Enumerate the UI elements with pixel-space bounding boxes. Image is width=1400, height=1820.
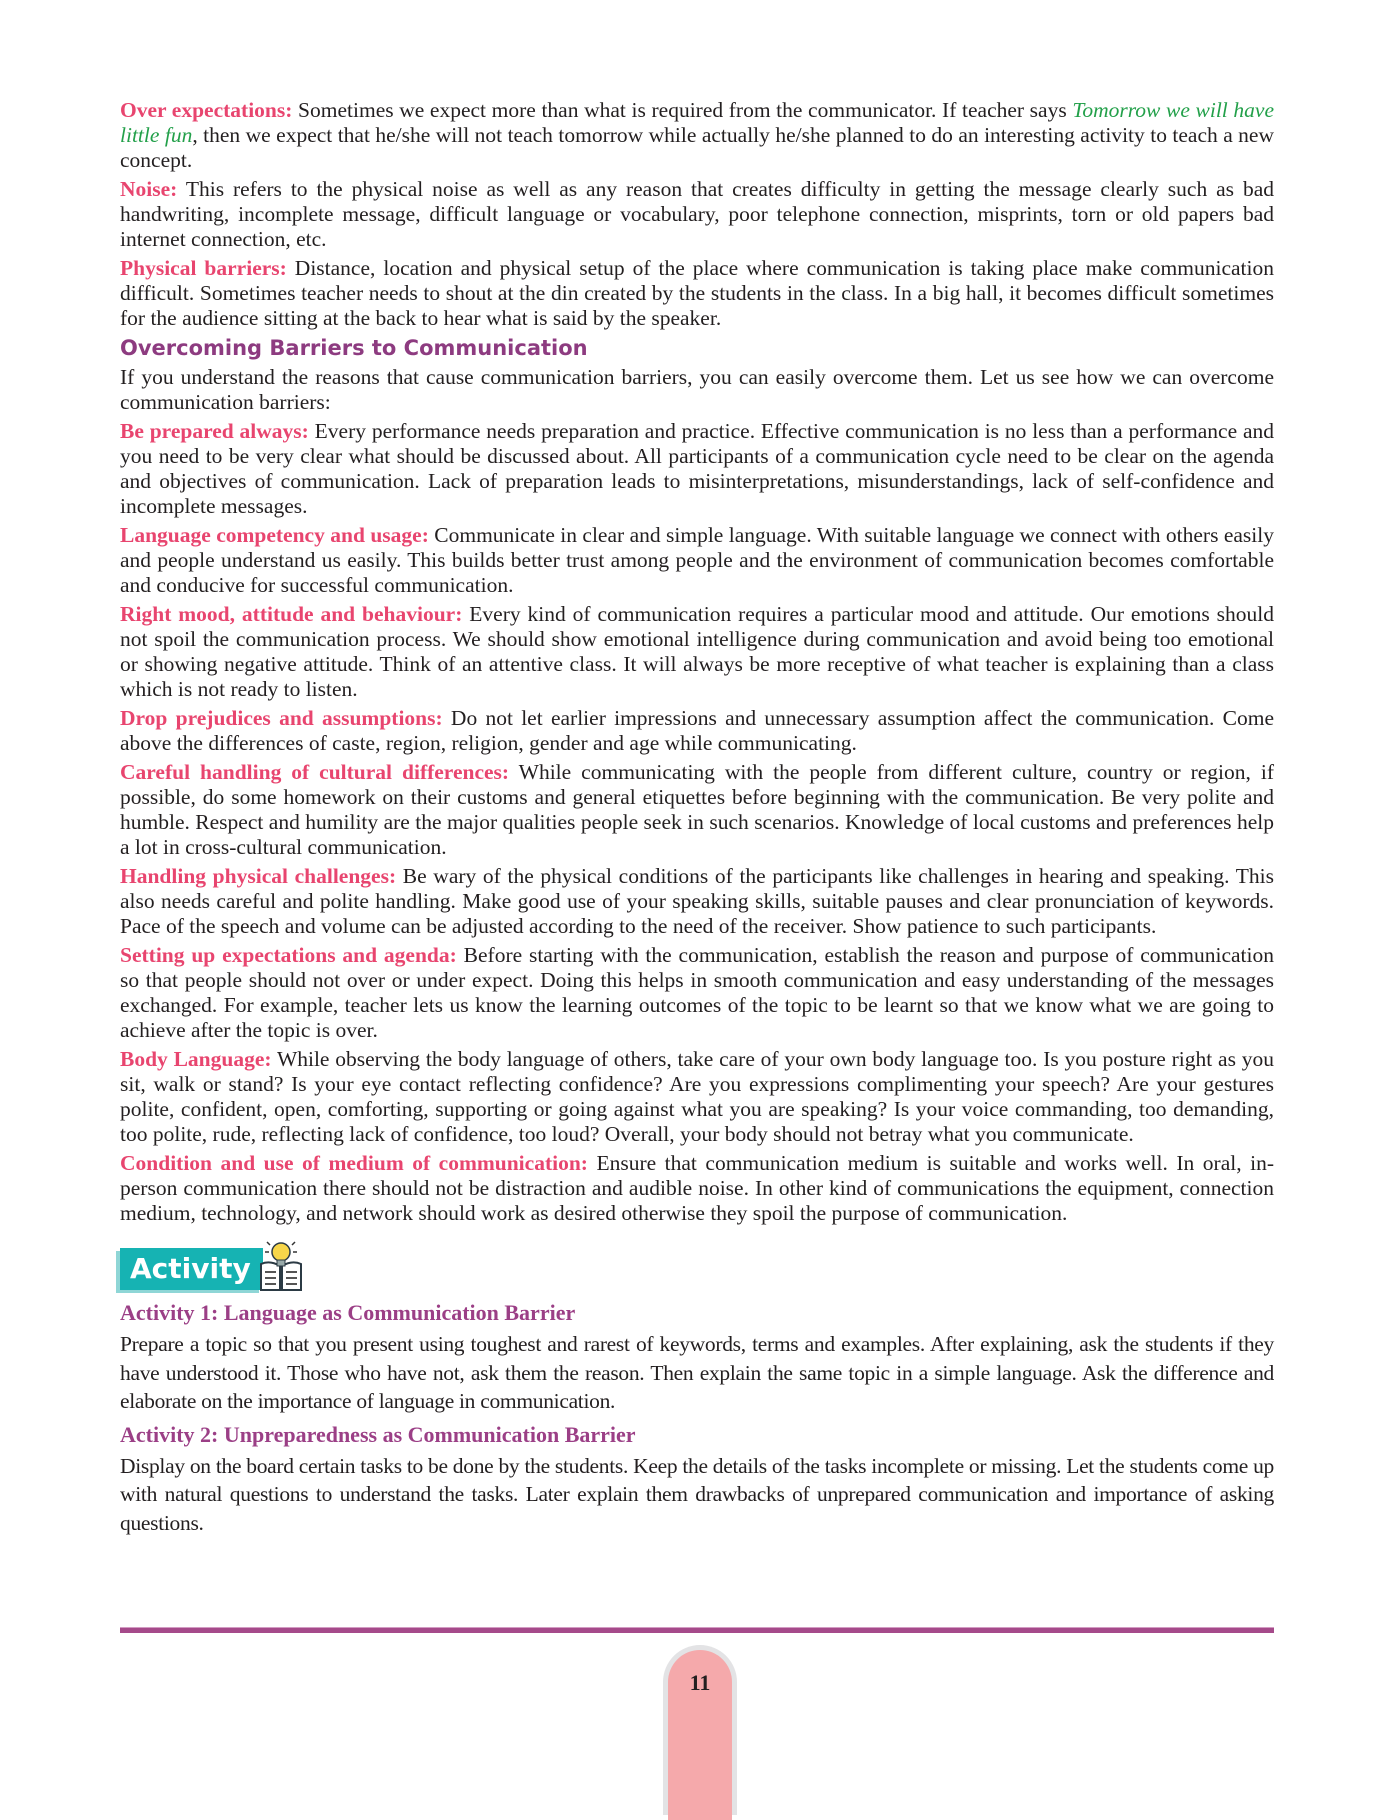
text: While observing the body language of others, take care of your own body language too. Is you posture right as you sit, walk or stand? Is your eye contact reflecting confidence? Are you expressions complimenting your speech? Are your gestures polite, confident, open, comforting, supporting or going against what you are speaking? Is your voice commanding, too demanding, too polite, rude, reflecting lack of confidence, too loud? Overall, your body should not betray what you communicate. [120, 1047, 1274, 1146]
term: Over expectations: [120, 98, 293, 122]
activity-1-title: Activity 1: Language as Communication Barrier [120, 1300, 576, 1325]
text: Every performance needs preparation and practice. Effective communication is no less than a performance and you need to be very clear what should be discussed about. All participants of a communication cycle need to be clear on the agenda and objectives of communication. Lack of preparation leads to misinterpretations, misunderstandings, lack of self-confidence and incomplete messages. [120, 419, 1274, 518]
term: Right mood, attitude and behaviour: [120, 602, 463, 626]
term: Condition and use of medium of communication: [120, 1151, 588, 1175]
text: Do not let earlier impressions and unnecessary assumption affect the communication. Come above the differences of caste, region, religion, gender and age while communicating. [120, 706, 1274, 755]
text: Communicate in clear and simple language. With suitable language we connect with others easily and people understand us easily. This builds better trust among people and the environment of communication becomes comfortable and conducive for successful communication. [120, 523, 1274, 597]
activities [120, 1300, 1274, 1537]
term: Be prepared always: [120, 419, 309, 443]
paragraph-noise [120, 177, 1274, 252]
term: Careful handling of cultural differences: [120, 760, 510, 784]
quote: Tomorrow we will have little fun [120, 98, 1274, 147]
tip-paragraph [120, 760, 1274, 860]
term: Body Language: [120, 1047, 272, 1071]
tip-paragraph [120, 864, 1274, 939]
text: , then we expect that he/she will not teach tomorrow while actually he/she planned to do an interesting activity to teach a new concept. [120, 123, 1275, 172]
page-number: 11 [689, 1670, 711, 1695]
activity-1-text: Prepare a topic so that you present using toughest and rarest of keywords, terms and examples. After explaining, ask the students if they have understood it. Those who have not, ask them the reason. Then explain the same topic in a simple language. Ask the difference and elaborate on the importance of language in communication. [120, 1332, 1274, 1413]
term: Handling physical challenges: [120, 864, 397, 888]
tip-paragraph [120, 1151, 1274, 1226]
section-heading: Overcoming Barriers to Communication [120, 336, 588, 360]
term: Drop prejudices and assumptions: [120, 706, 443, 730]
tip-paragraph [120, 523, 1274, 598]
tips-list [120, 419, 1274, 1226]
tip-paragraph [120, 419, 1274, 519]
tip-paragraph [120, 602, 1274, 702]
term: Noise: [120, 177, 178, 201]
tip-paragraph [120, 1047, 1274, 1147]
text: Before starting with the communication, establish the reason and purpose of communication so that people should not over or under expect. Doing this helps in smooth communication and easy understanding of the messages exchanged. For example, teacher lets us know the learning outcomes of the topic to be learnt so that we know what we are going to achieve after the topic is over. [120, 943, 1274, 1042]
activity-2-title: Activity 2: Unpreparedness as Communication Barrier [120, 1421, 636, 1447]
text: Every kind of communication requires a particular mood and attitude. Our emotions should not spoil the communication process. We should show emotional intelligence during communication and avoid being too emotional or showing negative attitude. Think of an attentive class. It will always be more receptive of what teacher is explaining than a class which is not ready to listen. [120, 602, 1274, 701]
term: Physical barriers: [120, 256, 287, 280]
text: Ensure that communication medium is suitable and works well. In oral, in-person communication there should not be distraction and audible noise. In other kind of communications the equipment, connection medium, technology, and network should work as desired otherwise they spoil the purpose of communication. [120, 1151, 1274, 1225]
text: Distance, location and physical setup of the place where communication is taking place make communication difficult. Sometimes teacher needs to shout at the din created by the students in the class. In a big hall, it becomes difficult sometimes for the audience sitting at the back to hear what is said by the speaker. [120, 256, 1274, 330]
book-lightbulb-icon [258, 1238, 304, 1294]
page-number-tab [663, 1645, 737, 1815]
activity-2-text: Display on the board certain tasks to be done by the students. Keep the details of the tasks incomplete or missing. Let the students come up with natural questions to understand the tasks. Later explain them drawbacks of unprepared communication and importance of asking questions. [120, 1453, 1274, 1535]
text: Be wary of the physical conditions of the participants like challenges in hearing and speaking. This also needs careful and polite handling. Make good use of your speaking skills, suitable pauses and clear pronunciation of keywords. Pace of the speech and volume can be adjusted according to the need of the receiver. Show patience to such participants. [120, 864, 1274, 938]
tip-paragraph [120, 943, 1274, 1043]
text: Sometimes we expect more than what is required from the communicator. If teacher says [292, 98, 1073, 122]
text: This refers to the physical noise as well as any reason that creates difficulty in getting the message clearly such as bad handwriting, incomplete message, difficult language or vocabulary, poor telephone connection, misprints, torn or old papers bad internet connection, etc. [120, 177, 1274, 251]
activity-banner [120, 1238, 1274, 1294]
page-content [120, 98, 1274, 1539]
paragraph-physical-barriers [120, 256, 1274, 331]
text: While communicating with the people from different culture, country or region, if possible, do some homework on their customs and general etiquettes before beginning with the communication. Be very polite and humble. Respect and humility are the major qualities people seek in such scenarios. Knowledge of local customs and preferences help a lot in cross-cultural communication. [120, 760, 1274, 859]
paragraph-over-expectations [120, 98, 1274, 173]
footer-rule [120, 1627, 1274, 1633]
activity-badge: Activity [120, 1248, 263, 1290]
term: Setting up expectations and agenda: [120, 943, 457, 967]
section-intro: If you understand the reasons that cause communication barriers, you can easily overcome them. Let us see how we can overcome communication barriers: [120, 365, 1274, 414]
term: Language competency and usage: [120, 523, 429, 547]
tip-paragraph [120, 706, 1274, 756]
